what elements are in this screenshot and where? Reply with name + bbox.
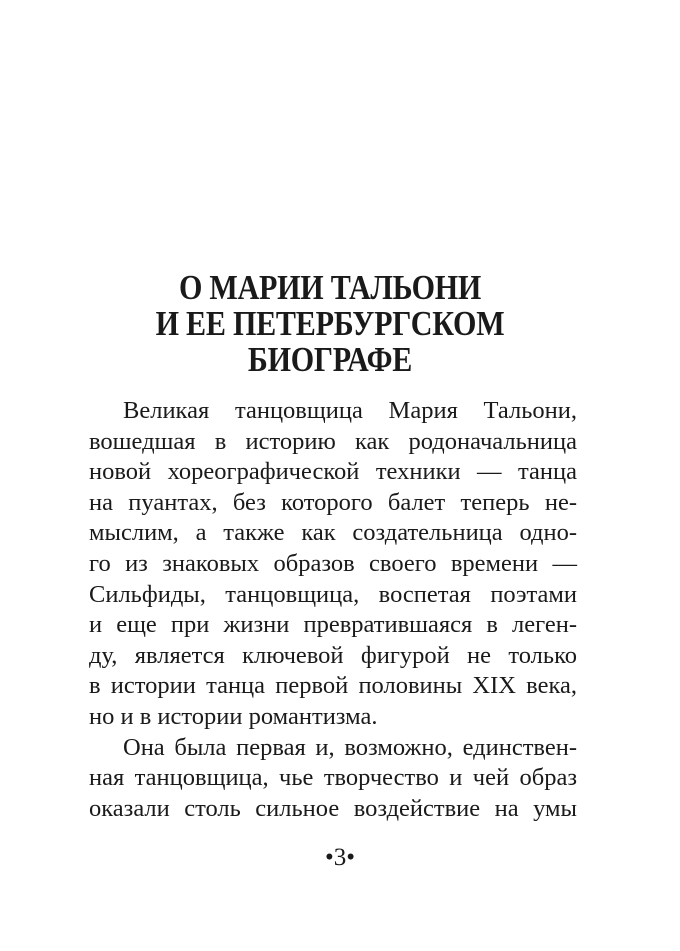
text-line: на пуантах, без которого балет теперь не- — [89, 488, 577, 516]
text-line: и еще при жизни превратившаяся в леген- — [89, 611, 577, 639]
text-line: Сильфиды, танцовщица, воспетая поэтами — [89, 580, 577, 608]
page-number: •3• — [324, 844, 355, 871]
chapter-title-line: БИОГРАФЕ — [247, 340, 413, 379]
text-line: оказали столь сильное воздействие на умы — [89, 794, 577, 822]
chapter-title-line: О МАРИИ ТАЛЬОНИ — [178, 268, 482, 307]
text-line: новой хореографической техники — танца — [89, 458, 577, 486]
text-line: ная танцовщица, чье творчество и чей образ — [89, 764, 577, 792]
paragraph — [89, 733, 577, 825]
paragraph — [89, 396, 577, 733]
text-line: го из знаковых образов своего времени — — [89, 549, 577, 577]
chapter-title-line: И ЕЕ ПЕТЕРБУРГСКОМ — [155, 304, 505, 343]
text-line: в истории танца первой половины XIX века, — [89, 672, 577, 700]
text-line: ду, является ключевой фигурой не только — [89, 641, 577, 669]
text-line: Она была первая и, возможно, единствен- — [123, 733, 577, 761]
text-line: но и в истории романтизма. — [89, 702, 378, 730]
chapter-title — [115, 270, 545, 378]
text-line: мыслим, а также как создательница одно- — [89, 519, 577, 547]
text-line: вошедшая в историю как родоначальница — [89, 427, 577, 455]
body-text — [89, 396, 577, 824]
text-line: Великая танцовщица Мария Тальони, — [123, 397, 577, 424]
